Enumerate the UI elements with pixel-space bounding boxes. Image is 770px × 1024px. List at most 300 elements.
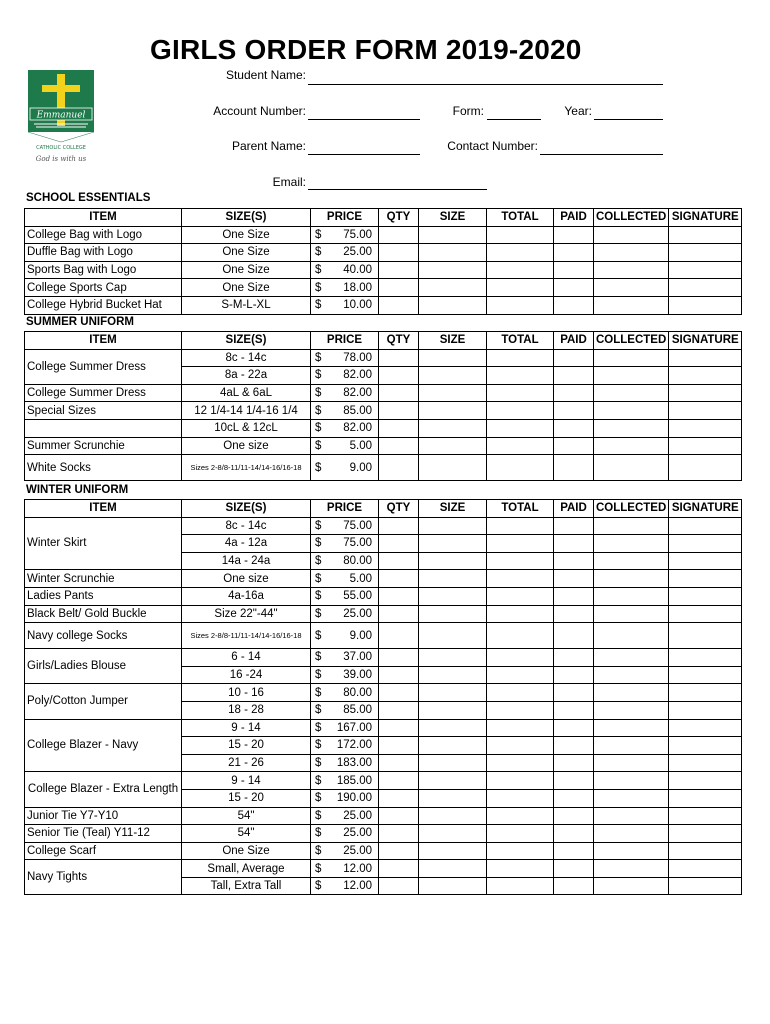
- signature-cell[interactable]: [669, 719, 742, 737]
- item-size: 15 - 20: [182, 737, 311, 755]
- collected-cell[interactable]: [594, 349, 669, 367]
- paid-cell[interactable]: [554, 261, 594, 279]
- paid-cell[interactable]: [554, 437, 594, 455]
- account-number-label: Account Number:: [213, 104, 306, 118]
- total-cell[interactable]: [487, 402, 554, 420]
- collected-cell[interactable]: [594, 825, 669, 843]
- collected-cell[interactable]: [594, 244, 669, 262]
- qty-cell[interactable]: [379, 666, 419, 684]
- paid-cell[interactable]: [554, 455, 594, 481]
- paid-cell[interactable]: [554, 789, 594, 807]
- qty-cell[interactable]: [379, 517, 419, 535]
- size-cell[interactable]: [419, 719, 487, 737]
- table-row: [25, 825, 742, 843]
- paid-cell[interactable]: [554, 402, 594, 420]
- paid-cell[interactable]: [554, 419, 594, 437]
- col-item-header: ITEM: [25, 500, 182, 518]
- collected-cell[interactable]: [594, 587, 669, 605]
- signature-cell[interactable]: [669, 419, 742, 437]
- signature-cell[interactable]: [669, 455, 742, 481]
- total-cell[interactable]: [487, 877, 554, 895]
- total-cell[interactable]: [487, 570, 554, 588]
- size-cell[interactable]: [419, 605, 487, 623]
- col-size-header: SIZE: [419, 500, 487, 518]
- collected-cell[interactable]: [594, 754, 669, 772]
- item-size: Small, Average: [182, 860, 311, 878]
- table-row: [25, 279, 742, 297]
- essentials-table: [24, 208, 742, 315]
- col-signature-header: SIGNATURE: [669, 209, 742, 227]
- paid-cell[interactable]: [554, 825, 594, 843]
- paid-cell[interactable]: [554, 684, 594, 702]
- qty-cell[interactable]: [379, 789, 419, 807]
- signature-cell[interactable]: [669, 605, 742, 623]
- collected-cell[interactable]: [594, 437, 669, 455]
- total-cell[interactable]: [487, 754, 554, 772]
- total-cell[interactable]: [487, 455, 554, 481]
- item-price: $ 75.00: [311, 535, 379, 553]
- qty-cell[interactable]: [379, 754, 419, 772]
- size-cell[interactable]: [419, 666, 487, 684]
- qty-cell[interactable]: [379, 384, 419, 402]
- collected-cell[interactable]: [594, 384, 669, 402]
- email-input[interactable]: [308, 189, 487, 190]
- total-cell[interactable]: [487, 296, 554, 314]
- size-cell[interactable]: [419, 384, 487, 402]
- paid-cell[interactable]: [554, 587, 594, 605]
- total-cell[interactable]: [487, 860, 554, 878]
- signature-cell[interactable]: [669, 877, 742, 895]
- signature-cell[interactable]: [669, 807, 742, 825]
- col-sizes-header: SIZE(S): [182, 500, 311, 518]
- total-cell[interactable]: [487, 261, 554, 279]
- qty-cell[interactable]: [379, 535, 419, 553]
- paid-cell[interactable]: [554, 279, 594, 297]
- size-cell[interactable]: [419, 279, 487, 297]
- item-size: Sizes 2-8/8-11/11-14/14-16/16-18: [182, 455, 311, 481]
- signature-cell[interactable]: [669, 623, 742, 649]
- collected-cell[interactable]: [594, 719, 669, 737]
- qty-cell[interactable]: [379, 737, 419, 755]
- collected-cell[interactable]: [594, 701, 669, 719]
- svg-text:CATHOLIC COLLEGE: CATHOLIC COLLEGE: [36, 145, 86, 151]
- collected-cell[interactable]: [594, 807, 669, 825]
- paid-cell[interactable]: [554, 877, 594, 895]
- collected-cell[interactable]: [594, 737, 669, 755]
- size-cell[interactable]: [419, 535, 487, 553]
- col-signature-header: SIGNATURE: [669, 500, 742, 518]
- signature-cell[interactable]: [669, 649, 742, 667]
- total-cell[interactable]: [487, 701, 554, 719]
- size-cell[interactable]: [419, 860, 487, 878]
- collected-cell[interactable]: [594, 860, 669, 878]
- paid-cell[interactable]: [554, 570, 594, 588]
- item-size: 9 - 14: [182, 772, 311, 790]
- item-price: $ 82.00: [311, 367, 379, 385]
- paid-cell[interactable]: [554, 737, 594, 755]
- item-size: 8a - 22a: [182, 367, 311, 385]
- paid-cell[interactable]: [554, 701, 594, 719]
- signature-cell[interactable]: [669, 842, 742, 860]
- signature-cell[interactable]: [669, 517, 742, 535]
- item-price: $ 9.00: [311, 623, 379, 649]
- size-cell[interactable]: [419, 437, 487, 455]
- collected-cell[interactable]: [594, 842, 669, 860]
- total-cell[interactable]: [487, 807, 554, 825]
- qty-cell[interactable]: [379, 649, 419, 667]
- qty-cell[interactable]: [379, 587, 419, 605]
- student-name-label: Student Name:: [225, 68, 306, 82]
- total-cell[interactable]: [487, 226, 554, 244]
- item-name: College Hybrid Bucket Hat: [25, 296, 182, 314]
- total-cell[interactable]: [487, 535, 554, 553]
- summer-table: [24, 331, 742, 481]
- account-number-input[interactable]: [308, 119, 420, 120]
- item-size: Size 22"-44": [182, 605, 311, 623]
- item-price: $ 10.00: [311, 296, 379, 314]
- col-total-header: TOTAL: [487, 209, 554, 227]
- qty-cell[interactable]: [379, 623, 419, 649]
- total-cell[interactable]: [487, 772, 554, 790]
- collected-cell[interactable]: [594, 279, 669, 297]
- table-row: [25, 807, 742, 825]
- size-cell[interactable]: [419, 570, 487, 588]
- total-cell[interactable]: [487, 437, 554, 455]
- qty-cell[interactable]: [379, 367, 419, 385]
- size-cell[interactable]: [419, 737, 487, 755]
- paid-cell[interactable]: [554, 226, 594, 244]
- col-sizes-header: SIZE(S): [182, 209, 311, 227]
- signature-cell[interactable]: [669, 296, 742, 314]
- collected-cell[interactable]: [594, 570, 669, 588]
- item-size: 4a-16a: [182, 587, 311, 605]
- col-collected-header: COLLECTED: [594, 209, 669, 227]
- total-cell[interactable]: [487, 684, 554, 702]
- col-price-header: PRICE: [311, 332, 379, 350]
- item-price: $ 183.00: [311, 754, 379, 772]
- signature-cell[interactable]: [669, 367, 742, 385]
- item-price: $ 25.00: [311, 605, 379, 623]
- paid-cell[interactable]: [554, 367, 594, 385]
- qty-cell[interactable]: [379, 244, 419, 262]
- col-size-header: SIZE: [419, 209, 487, 227]
- svg-text:God is with us: God is with us: [35, 155, 87, 163]
- qty-cell[interactable]: [379, 419, 419, 437]
- total-cell[interactable]: [487, 349, 554, 367]
- total-cell[interactable]: [487, 825, 554, 843]
- signature-cell[interactable]: [669, 860, 742, 878]
- qty-cell[interactable]: [379, 279, 419, 297]
- collected-cell[interactable]: [594, 552, 669, 570]
- total-cell[interactable]: [487, 367, 554, 385]
- total-cell[interactable]: [487, 623, 554, 649]
- paid-cell[interactable]: [554, 535, 594, 553]
- total-cell[interactable]: [487, 279, 554, 297]
- item-name: College Blazer - Navy: [25, 719, 182, 772]
- collected-cell[interactable]: [594, 419, 669, 437]
- signature-cell[interactable]: [669, 261, 742, 279]
- item-price: $ 82.00: [311, 419, 379, 437]
- collected-cell[interactable]: [594, 684, 669, 702]
- paid-cell[interactable]: [554, 349, 594, 367]
- item-size: 54": [182, 807, 311, 825]
- collected-cell[interactable]: [594, 535, 669, 553]
- size-cell[interactable]: [419, 754, 487, 772]
- qty-cell[interactable]: [379, 226, 419, 244]
- size-cell[interactable]: [419, 587, 487, 605]
- item-size: 10cL & 12cL: [182, 419, 311, 437]
- item-name: Winter Scrunchie: [25, 570, 182, 588]
- contact-number-input[interactable]: [540, 154, 663, 155]
- total-cell[interactable]: [487, 517, 554, 535]
- form-label: Form:: [452, 104, 484, 118]
- signature-cell[interactable]: [669, 570, 742, 588]
- paid-cell[interactable]: [554, 860, 594, 878]
- size-cell[interactable]: [419, 349, 487, 367]
- total-cell[interactable]: [487, 789, 554, 807]
- collected-cell[interactable]: [594, 296, 669, 314]
- section-title-summer: SUMMER UNIFORM: [26, 316, 134, 328]
- qty-cell[interactable]: [379, 719, 419, 737]
- signature-cell[interactable]: [669, 535, 742, 553]
- qty-cell[interactable]: [379, 296, 419, 314]
- size-cell[interactable]: [419, 367, 487, 385]
- signature-cell[interactable]: [669, 437, 742, 455]
- qty-cell[interactable]: [379, 552, 419, 570]
- signature-cell[interactable]: [669, 279, 742, 297]
- col-qty-header: QTY: [379, 209, 419, 227]
- item-price: $ 5.00: [311, 570, 379, 588]
- size-cell[interactable]: [419, 684, 487, 702]
- qty-cell[interactable]: [379, 437, 419, 455]
- item-name: Summer Scrunchie: [25, 437, 182, 455]
- qty-cell[interactable]: [379, 261, 419, 279]
- size-cell[interactable]: [419, 649, 487, 667]
- item-price: $ 167.00: [311, 719, 379, 737]
- item-size: 4a - 12a: [182, 535, 311, 553]
- size-cell[interactable]: [419, 825, 487, 843]
- collected-cell[interactable]: [594, 402, 669, 420]
- college-crest-logo: [26, 70, 96, 165]
- size-cell[interactable]: [419, 842, 487, 860]
- item-name: College Sports Cap: [25, 279, 182, 297]
- size-cell[interactable]: [419, 877, 487, 895]
- paid-cell[interactable]: [554, 296, 594, 314]
- col-item-header: ITEM: [25, 209, 182, 227]
- total-cell[interactable]: [487, 384, 554, 402]
- item-name: Black Belt/ Gold Buckle: [25, 605, 182, 623]
- qty-cell[interactable]: [379, 860, 419, 878]
- col-total-header: TOTAL: [487, 500, 554, 518]
- svg-text:Emmanuel: Emmanuel: [36, 110, 86, 121]
- qty-cell[interactable]: [379, 701, 419, 719]
- table-row: [25, 455, 742, 481]
- table-row: [25, 296, 742, 314]
- qty-cell[interactable]: [379, 570, 419, 588]
- item-price: $ 75.00: [311, 517, 379, 535]
- item-size: 12 1/4-14 1/4-16 1/4: [182, 402, 311, 420]
- signature-cell[interactable]: [669, 666, 742, 684]
- paid-cell[interactable]: [554, 666, 594, 684]
- table-row: [25, 244, 742, 262]
- col-paid-header: PAID: [554, 332, 594, 350]
- signature-cell[interactable]: [669, 226, 742, 244]
- table-row: [25, 605, 742, 623]
- collected-cell[interactable]: [594, 789, 669, 807]
- collected-cell[interactable]: [594, 666, 669, 684]
- total-cell[interactable]: [487, 244, 554, 262]
- item-size: One Size: [182, 842, 311, 860]
- size-cell[interactable]: [419, 455, 487, 481]
- qty-cell[interactable]: [379, 455, 419, 481]
- paid-cell[interactable]: [554, 244, 594, 262]
- year-input[interactable]: [594, 119, 663, 120]
- item-size: 4aL & 6aL: [182, 384, 311, 402]
- collected-cell[interactable]: [594, 623, 669, 649]
- paid-cell[interactable]: [554, 807, 594, 825]
- size-cell[interactable]: [419, 623, 487, 649]
- collected-cell[interactable]: [594, 261, 669, 279]
- table-row: [25, 649, 742, 667]
- paid-cell[interactable]: [554, 649, 594, 667]
- total-cell[interactable]: [487, 842, 554, 860]
- paid-cell[interactable]: [554, 719, 594, 737]
- item-size: 10 - 16: [182, 684, 311, 702]
- signature-cell[interactable]: [669, 789, 742, 807]
- paid-cell[interactable]: [554, 772, 594, 790]
- student-name-input[interactable]: [308, 84, 663, 85]
- item-price: $ 5.00: [311, 437, 379, 455]
- parent-name-input[interactable]: [308, 154, 420, 155]
- col-item-header: ITEM: [25, 332, 182, 350]
- item-price: $ 25.00: [311, 842, 379, 860]
- total-cell[interactable]: [487, 719, 554, 737]
- item-price: $ 85.00: [311, 701, 379, 719]
- collected-cell[interactable]: [594, 649, 669, 667]
- signature-cell[interactable]: [669, 587, 742, 605]
- size-cell[interactable]: [419, 402, 487, 420]
- signature-cell[interactable]: [669, 244, 742, 262]
- signature-cell[interactable]: [669, 684, 742, 702]
- contact-number-label: Contact Number:: [447, 139, 538, 153]
- qty-cell[interactable]: [379, 684, 419, 702]
- size-cell[interactable]: [419, 789, 487, 807]
- size-cell[interactable]: [419, 419, 487, 437]
- qty-cell[interactable]: [379, 825, 419, 843]
- total-cell[interactable]: [487, 666, 554, 684]
- item-size: One Size: [182, 261, 311, 279]
- signature-cell[interactable]: [669, 772, 742, 790]
- table-row: [25, 719, 742, 737]
- signature-cell[interactable]: [669, 402, 742, 420]
- item-size: One Size: [182, 244, 311, 262]
- total-cell[interactable]: [487, 587, 554, 605]
- signature-cell[interactable]: [669, 754, 742, 772]
- signature-cell[interactable]: [669, 737, 742, 755]
- form-input[interactable]: [487, 119, 541, 120]
- collected-cell[interactable]: [594, 226, 669, 244]
- col-qty-header: QTY: [379, 500, 419, 518]
- collected-cell[interactable]: [594, 605, 669, 623]
- total-cell[interactable]: [487, 737, 554, 755]
- item-price: $ 39.00: [311, 666, 379, 684]
- item-price: $ 40.00: [311, 261, 379, 279]
- paid-cell[interactable]: [554, 552, 594, 570]
- item-size: Sizes 2-8/8-11/11-14/14-16/16-18: [182, 623, 311, 649]
- item-price: $ 9.00: [311, 455, 379, 481]
- collected-cell[interactable]: [594, 772, 669, 790]
- item-size: One Size: [182, 226, 311, 244]
- paid-cell[interactable]: [554, 842, 594, 860]
- signature-cell[interactable]: [669, 349, 742, 367]
- paid-cell[interactable]: [554, 384, 594, 402]
- item-price: $ 25.00: [311, 807, 379, 825]
- collected-cell[interactable]: [594, 877, 669, 895]
- table-row: [25, 402, 742, 420]
- paid-cell[interactable]: [554, 517, 594, 535]
- qty-cell[interactable]: [379, 349, 419, 367]
- size-cell[interactable]: [419, 296, 487, 314]
- qty-cell[interactable]: [379, 842, 419, 860]
- size-cell[interactable]: [419, 701, 487, 719]
- collected-cell[interactable]: [594, 455, 669, 481]
- size-cell[interactable]: [419, 244, 487, 262]
- paid-cell[interactable]: [554, 623, 594, 649]
- email-label: Email:: [272, 175, 306, 189]
- item-size: 8c - 14c: [182, 349, 311, 367]
- total-cell[interactable]: [487, 649, 554, 667]
- size-cell[interactable]: [419, 517, 487, 535]
- item-name: College Summer Dress: [25, 384, 182, 402]
- col-collected-header: COLLECTED: [594, 500, 669, 518]
- qty-cell[interactable]: [379, 807, 419, 825]
- qty-cell[interactable]: [379, 877, 419, 895]
- table-header-row: [25, 500, 742, 518]
- qty-cell[interactable]: [379, 402, 419, 420]
- total-cell[interactable]: [487, 419, 554, 437]
- table-row: [25, 860, 742, 878]
- item-name: Girls/Ladies Blouse: [25, 649, 182, 684]
- qty-cell[interactable]: [379, 772, 419, 790]
- table-row: [25, 437, 742, 455]
- total-cell[interactable]: [487, 552, 554, 570]
- signature-cell[interactable]: [669, 552, 742, 570]
- size-cell[interactable]: [419, 226, 487, 244]
- table-row: [25, 570, 742, 588]
- item-price: $ 172.00: [311, 737, 379, 755]
- table-row: [25, 517, 742, 535]
- size-cell[interactable]: [419, 261, 487, 279]
- item-name: [25, 419, 182, 437]
- signature-cell[interactable]: [669, 384, 742, 402]
- paid-cell[interactable]: [554, 754, 594, 772]
- collected-cell[interactable]: [594, 517, 669, 535]
- qty-cell[interactable]: [379, 605, 419, 623]
- signature-cell[interactable]: [669, 825, 742, 843]
- item-size: Tall, Extra Tall: [182, 877, 311, 895]
- size-cell[interactable]: [419, 772, 487, 790]
- size-cell[interactable]: [419, 552, 487, 570]
- item-price: $ 80.00: [311, 552, 379, 570]
- total-cell[interactable]: [487, 605, 554, 623]
- paid-cell[interactable]: [554, 605, 594, 623]
- item-size: 15 - 20: [182, 789, 311, 807]
- item-name: Winter Skirt: [25, 517, 182, 570]
- collected-cell[interactable]: [594, 367, 669, 385]
- signature-cell[interactable]: [669, 701, 742, 719]
- section-title-essentials: SCHOOL ESSENTIALS: [26, 192, 151, 204]
- size-cell[interactable]: [419, 807, 487, 825]
